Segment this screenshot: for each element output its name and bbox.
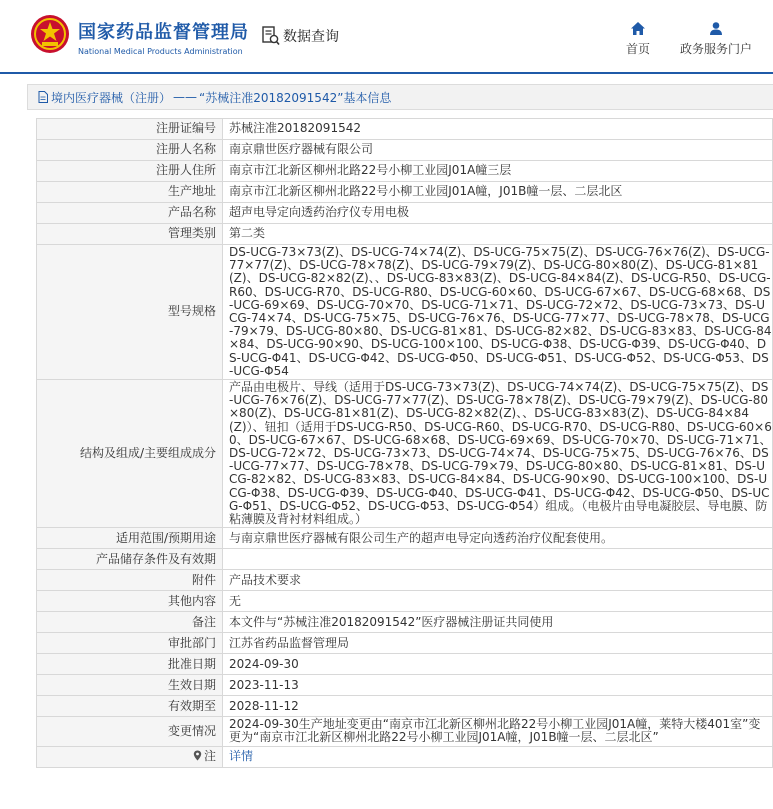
brand-name-en: National Medical Products Administration — [78, 47, 243, 56]
field-value: 本文件与“苏械注准20182091542”医疗器械注册证共同使用 — [223, 612, 773, 633]
field-label: 注册人住所 — [37, 161, 223, 182]
table-row-note — [37, 746, 773, 767]
field-value: 第二类 — [223, 224, 773, 245]
table-row — [37, 224, 773, 245]
table-row — [37, 203, 773, 224]
nav-service-portal[interactable] — [680, 22, 752, 57]
field-value: 2024-09-30 — [223, 654, 773, 675]
field-value: 2023-11-13 — [223, 675, 773, 696]
field-value: 与南京鼎世医疗器械有限公司生产的超声电导定向透药治疗仪配套使用。 — [223, 528, 773, 549]
site-header — [0, 0, 773, 74]
field-value: 产品技术要求 — [223, 570, 773, 591]
pin-icon — [193, 750, 202, 761]
details-link[interactable]: 详情 — [229, 749, 254, 764]
user-icon — [709, 22, 723, 35]
field-label: 有效期至 — [37, 696, 223, 717]
field-value: 2028-11-12 — [223, 696, 773, 717]
field-label: 结构及组成/主要组成成分 — [37, 380, 223, 528]
field-label: 管理类别 — [37, 224, 223, 245]
table-row — [37, 182, 773, 203]
nav-service-portal-label: 政务服务门户 — [680, 42, 753, 56]
field-label: 注册证编号 — [37, 119, 223, 140]
field-value: 南京鼎世医疗器械有限公司 — [223, 140, 773, 161]
brand-name-cn: 国家药品监督管理局 — [78, 22, 249, 43]
registration-info-table — [36, 118, 773, 768]
field-value: 产品由电极片、导线（适用于DS-UCG-73×73(Z)、DS-UCG-74×74(Z)、DS-UCG-75×75(Z)、DS-UCG-76×76(Z)、DS-UCG-77×77(Z)、DS-UCG-78×78(Z)、DS-UCG-79×79(Z)、DS-UCG-80×80(Z)、DS-UCG-81×81(Z)、DS-UCG-82×82(Z)、、DS-UCG-83×83(Z)、DS-UCG-84×84(Z)）、钮扣（适用于DS-UCG-R50、DS-UCG-R60、DS-UCG-R70、DS-UCG-R80、DS-UCG-60×60、DS-UCG-67×67、DS-UCG-68×68、DS-UCG-69×69、DS-UCG-70×70、DS-UCG-71×71、DS-UCG-72×72、DS-UCG-73×73、DS-UCG-74×74、DS-UCG-75×75、DS-UCG-76×76、DS-UCG-77×77、DS-UCG-78×78、DS-UCG-79×79、DS-UCG-80×80、DS-UCG-81×81、DS-UCG-82×82、DS-UCG-83×83、DS-UCG-84×84、DS-UCG-90×90、DS-UCG-100×100、DS-UCG-Φ38、DS-UCG-Φ39、DS-UCG-Φ40、DS-UCG-Φ41、DS-UCG-Φ42、DS-UCG-Φ50、DS-UCG-Φ51、DS-UCG-Φ52、DS-UCG-Φ53、DS-UCG-Φ54）组成。（电极片由导电凝胶层、导电膜、防粘薄膜及背衬材料组成。） — [223, 380, 773, 528]
table-row — [37, 591, 773, 612]
field-label: 产品储存条件及有效期 — [37, 549, 223, 570]
site-brand[interactable] — [78, 18, 249, 56]
emblem-logo — [30, 14, 70, 54]
field-label: 变更情况 — [37, 717, 223, 746]
field-value: 2024-09-30生产地址变更由“南京市江北新区柳州北路22号小柳工业园J01A幢，莱特大楼401室”变更为“南京市江北新区柳州北路22号小柳工业园J01A幢，J01B幢一层、二层北区” — [223, 717, 773, 746]
table-row — [37, 612, 773, 633]
table-row — [37, 119, 773, 140]
field-value: DS-UCG-73×73(Z)、DS-UCG-74×74(Z)、DS-UCG-75×75(Z)、DS-UCG-76×76(Z)、DS-UCG-77×77(Z)、DS-UCG-78×78(Z)、DS-UCG-79×79(Z)、DS-UCG-80×80(Z)、DS-UCG-81×81(Z)、DS-UCG-82×82(Z)、、DS-UCG-83×83(Z)、DS-UCG-84×84(Z)、DS-UCG-R50、DS-UCG-R60、DS-UCG-R70、DS-UCG-R80、DS-UCG-60×60、DS-UCG-67×67、DS-UCG-68×68、DS-UCG-69×69、DS-UCG-70×70、DS-UCG-71×71、DS-UCG-72×72、DS-UCG-73×73、DS-UCG-74×74、DS-UCG-75×75、DS-UCG-76×76、DS-UCG-77×77、DS-UCG-78×78、DS-UCG-79×79、DS-UCG-80×80、DS-UCG-81×81、DS-UCG-82×82、DS-UCG-83×83、DS-UCG-84×84、DS-UCG-90×90、DS-UCG-100×100、DS-UCG-Φ38、DS-UCG-Φ39、DS-UCG-Φ40、DS-UCG-Φ41、DS-UCG-Φ42、DS-UCG-Φ50、DS-UCG-Φ51、DS-UCG-Φ52、DS-UCG-Φ53、DS-UCG-Φ54 — [223, 245, 773, 380]
data-query-label: 数据查询 — [283, 29, 339, 45]
table-row — [37, 717, 773, 746]
field-value: 南京市江北新区柳州北路22号小柳工业园J01A幢三层 — [223, 161, 773, 182]
table-row — [37, 696, 773, 717]
table-row — [37, 140, 773, 161]
document-icon — [38, 91, 48, 103]
field-label: 型号规格 — [37, 245, 223, 380]
table-row — [37, 570, 773, 591]
breadcrumb-category[interactable]: 境内医疗器械（注册） — [51, 90, 172, 105]
data-query-title — [262, 26, 339, 46]
field-label: 生产地址 — [37, 182, 223, 203]
nav-home[interactable] — [626, 22, 650, 57]
field-value — [223, 549, 773, 570]
note-label: 注 — [203, 749, 216, 764]
table-row — [37, 675, 773, 696]
field-label: 附件 — [37, 570, 223, 591]
field-value: 超声电导定向透药治疗仪专用电极 — [223, 203, 773, 224]
document-search-icon — [262, 26, 280, 46]
home-icon — [631, 22, 645, 35]
field-value: 无 — [223, 591, 773, 612]
field-label: 其他内容 — [37, 591, 223, 612]
note-label-cell — [37, 746, 223, 767]
field-value: 苏械注准20182091542 — [223, 119, 773, 140]
table-row — [37, 161, 773, 182]
field-label: 批准日期 — [37, 654, 223, 675]
breadcrumb — [27, 84, 773, 110]
table-row — [37, 245, 773, 380]
table-row — [37, 549, 773, 570]
field-label: 备注 — [37, 612, 223, 633]
breadcrumb-separator: —— — [173, 90, 198, 104]
table-row — [37, 654, 773, 675]
breadcrumb-record: “苏械注准20182091542”基本信息 — [199, 90, 392, 105]
table-row — [37, 528, 773, 549]
field-value: 江苏省药品监督管理局 — [223, 633, 773, 654]
field-label: 审批部门 — [37, 633, 223, 654]
table-row — [37, 380, 773, 528]
field-label: 产品名称 — [37, 203, 223, 224]
table-row — [37, 633, 773, 654]
field-label: 适用范围/预期用途 — [37, 528, 223, 549]
field-label: 生效日期 — [37, 675, 223, 696]
note-value-cell — [223, 746, 773, 767]
field-label: 注册人名称 — [37, 140, 223, 161]
nav-home-label: 首页 — [626, 42, 651, 56]
field-value: 南京市江北新区柳州北路22号小柳工业园J01A幢，J01B幢一层、二层北区 — [223, 182, 773, 203]
